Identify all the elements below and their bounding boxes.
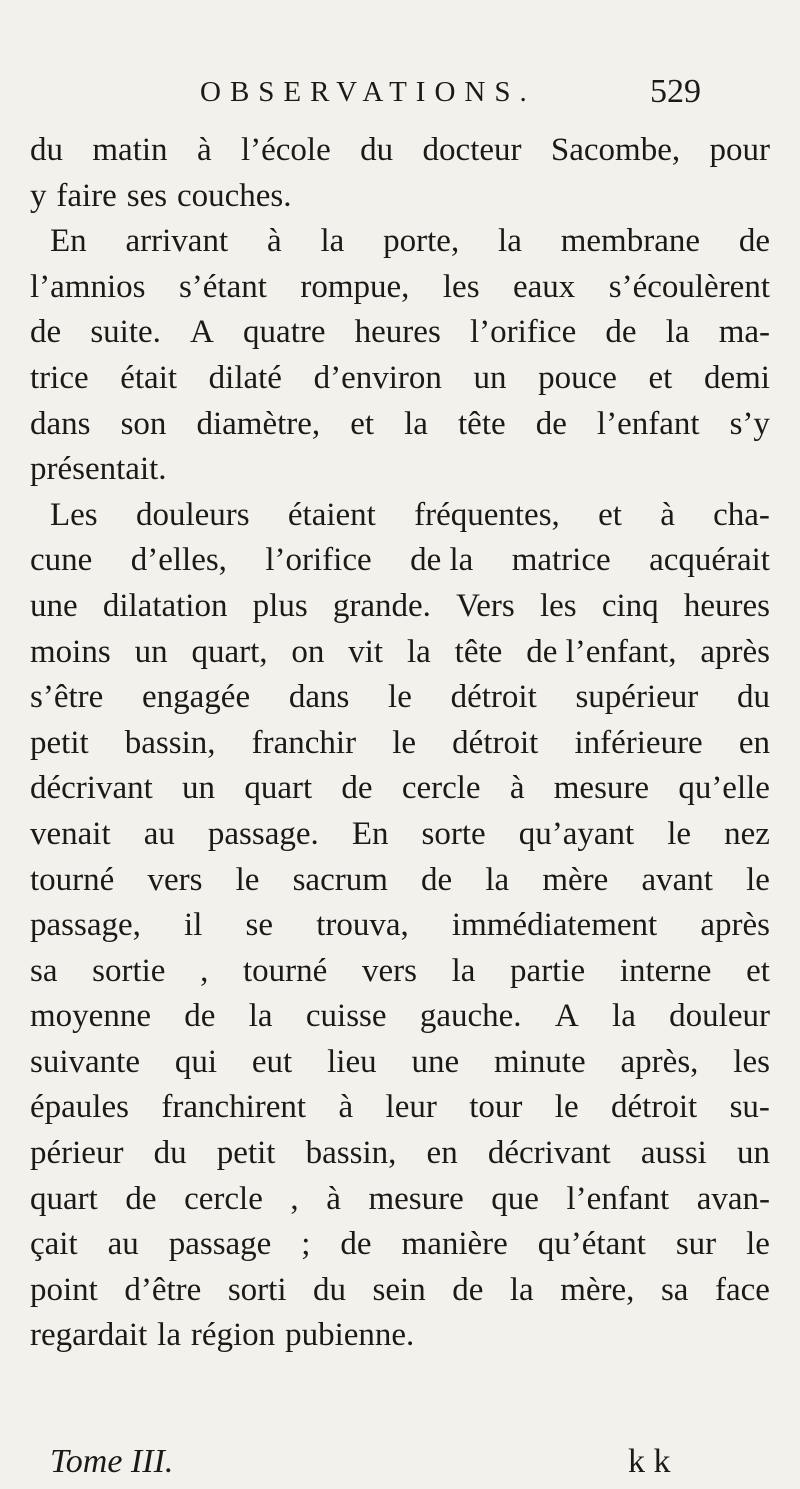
word: cune — [30, 542, 93, 579]
word: inférieure — [574, 724, 703, 761]
word: tour — [469, 1089, 523, 1126]
word: franchir — [251, 724, 357, 761]
word: aussi — [640, 1135, 707, 1172]
word: le — [746, 1226, 770, 1263]
word: docteur — [422, 132, 522, 168]
text-line — [30, 265, 770, 311]
word: étaient — [287, 496, 376, 533]
word: cha- — [713, 496, 770, 533]
word: était — [120, 359, 178, 396]
text-line — [30, 1222, 770, 1268]
word: on — [291, 633, 325, 670]
volume-label: Tome III. — [50, 1443, 174, 1480]
word: de — [125, 1180, 157, 1217]
word: de — [738, 223, 770, 260]
word: , — [200, 952, 209, 989]
word: mère — [542, 861, 609, 898]
word: les — [442, 268, 480, 305]
word: quart, — [191, 633, 268, 670]
word: En — [351, 815, 389, 852]
running-head — [0, 72, 800, 116]
word: mère, — [560, 1271, 635, 1308]
word: tourné — [243, 952, 328, 989]
word: d’elles, — [130, 542, 227, 579]
text-line — [30, 1268, 770, 1314]
word: s’être — [30, 679, 104, 716]
word: à — [196, 132, 212, 168]
word: en — [738, 724, 770, 761]
word: avant — [641, 861, 713, 898]
text-line — [30, 584, 770, 630]
text-line — [30, 1085, 770, 1131]
word: après, — [620, 1043, 699, 1080]
text-line — [30, 493, 770, 539]
word: Les — [50, 496, 98, 533]
word: mesure — [368, 1180, 464, 1217]
word: passage — [168, 1226, 272, 1263]
word: s’y — [729, 405, 770, 442]
text-line — [30, 1313, 770, 1359]
word: fréquentes, — [414, 496, 560, 533]
word: une — [30, 587, 78, 624]
word: dilatation — [102, 587, 228, 624]
word: heures — [354, 314, 441, 351]
word: après — [700, 633, 770, 670]
word: lieu — [327, 1043, 377, 1080]
word: ma- — [718, 314, 770, 351]
word: de — [340, 1226, 372, 1263]
word: l’école — [240, 132, 331, 168]
text-line — [30, 994, 770, 1040]
word: immédiatement — [451, 907, 658, 944]
word: la — [451, 952, 476, 989]
word: s’étant — [178, 268, 267, 305]
word: dans — [30, 405, 91, 442]
text-line — [30, 128, 770, 174]
word: décrivant — [487, 1135, 611, 1172]
word: avan- — [696, 1180, 770, 1217]
word: venait — [30, 815, 111, 852]
word: détroit — [452, 724, 539, 761]
word: du — [360, 132, 394, 168]
word: un — [182, 770, 216, 807]
word: supérieur — [575, 679, 699, 716]
word: engagée — [142, 679, 251, 716]
word: passage. — [207, 815, 319, 852]
word: la — [612, 998, 636, 1035]
word: sacrum — [292, 861, 388, 898]
word: , — [290, 1180, 299, 1217]
word: de la — [410, 542, 474, 579]
word: après — [700, 907, 770, 944]
word: trouva, — [316, 907, 409, 944]
word: détroit — [450, 679, 537, 716]
word: de l’enfant, — [526, 633, 677, 670]
word: périeur — [30, 1135, 124, 1172]
word: porte, — [383, 223, 460, 260]
word: la — [665, 314, 690, 351]
word: interne — [619, 952, 712, 989]
word: du — [313, 1271, 347, 1308]
word: de — [184, 998, 216, 1035]
word: tête — [458, 405, 506, 442]
word: petit — [30, 724, 89, 761]
word: couches. — [176, 177, 292, 214]
word: du — [736, 679, 770, 716]
word: il — [184, 907, 203, 944]
word: Sacombe, — [550, 132, 681, 168]
word: qui — [174, 1043, 218, 1080]
word: le — [554, 1089, 579, 1126]
word: quart — [244, 770, 313, 807]
word: l’enfant — [596, 405, 700, 442]
word: Vers — [456, 587, 515, 624]
word: de — [30, 314, 62, 351]
word: sorti — [227, 1271, 287, 1308]
word: un — [473, 359, 507, 396]
word: pubienne. — [285, 1317, 415, 1354]
word: dans — [288, 679, 350, 716]
word: tête — [454, 633, 503, 670]
word: mesure — [553, 770, 650, 807]
word: douleur — [669, 998, 770, 1035]
text-line — [30, 1177, 770, 1223]
word: le — [746, 861, 770, 898]
word: gauche. — [419, 998, 522, 1035]
word: la — [248, 998, 273, 1035]
word: matin — [92, 132, 168, 168]
word: matrice — [511, 542, 611, 579]
word: A — [190, 314, 214, 351]
word: cuisse — [305, 998, 387, 1035]
text-line — [30, 447, 770, 493]
word: son — [120, 405, 167, 442]
word: à — [509, 770, 525, 807]
word: sur — [675, 1226, 717, 1263]
word: et — [598, 496, 622, 533]
word: regardait — [30, 1317, 148, 1354]
text-line — [30, 219, 770, 265]
word: y — [30, 177, 47, 214]
signature-mark: k k — [628, 1443, 671, 1480]
word: su- — [729, 1089, 770, 1126]
word: sa — [660, 1271, 689, 1308]
word: vers — [361, 952, 417, 989]
word: l’enfant — [566, 1180, 670, 1217]
word: En — [50, 223, 87, 260]
word: ; — [301, 1226, 311, 1263]
text-line — [30, 675, 770, 721]
word: décrivant — [30, 770, 153, 807]
word: quatre — [243, 314, 326, 351]
word: sortie — [92, 952, 166, 989]
word: partie — [510, 952, 586, 989]
word: à — [338, 1089, 354, 1126]
word: A — [554, 998, 579, 1035]
word: l’amnios — [30, 268, 146, 305]
word: de — [421, 861, 453, 898]
word: et — [648, 359, 673, 396]
word: une — [411, 1043, 460, 1080]
word: la — [157, 1317, 181, 1354]
word: membrane — [560, 223, 700, 260]
word: de — [605, 314, 637, 351]
word: présentait. — [30, 451, 167, 488]
word: suite. — [90, 314, 161, 351]
word: tourné — [30, 861, 115, 898]
word: la — [485, 861, 510, 898]
word: demi — [703, 359, 770, 396]
word: le — [392, 724, 417, 761]
word: diamètre, — [196, 405, 321, 442]
word: à — [266, 223, 282, 260]
word: bassin, — [305, 1135, 397, 1172]
word: leur — [385, 1089, 437, 1126]
word: heures — [683, 587, 770, 624]
word: de — [452, 1271, 484, 1308]
word: acquérait — [649, 542, 770, 579]
word: franchirent — [161, 1089, 307, 1126]
word: trice — [30, 359, 89, 396]
word: quart — [30, 1180, 98, 1217]
word: manière — [401, 1226, 508, 1263]
text-line — [30, 812, 770, 858]
word: plus — [252, 587, 308, 624]
word: minute — [494, 1043, 586, 1080]
word: un — [737, 1135, 770, 1172]
word: au — [143, 815, 175, 852]
word: d’être — [124, 1271, 202, 1308]
word: faire — [56, 177, 117, 214]
word: ses — [126, 177, 168, 214]
word: grande. — [332, 587, 431, 624]
word: la — [509, 1271, 534, 1308]
word: qu’ayant — [518, 815, 635, 852]
body-text — [30, 128, 770, 1359]
page-number: 529 — [650, 73, 701, 110]
word: et — [350, 405, 375, 442]
word: pouce — [538, 359, 617, 396]
word: le — [388, 679, 412, 716]
text-line — [30, 858, 770, 904]
word: pour — [709, 132, 770, 168]
word: arrivant — [125, 223, 229, 260]
text-line — [30, 949, 770, 995]
word: le — [235, 861, 260, 898]
word: qu’étant — [537, 1226, 646, 1263]
word: çait — [30, 1226, 78, 1263]
word: la — [498, 223, 522, 260]
word: suivante — [30, 1043, 140, 1080]
text-line — [30, 310, 770, 356]
word: cercle — [401, 770, 481, 807]
text-line — [30, 630, 770, 676]
word: nez — [724, 815, 770, 852]
text-line — [30, 721, 770, 767]
word: se — [245, 907, 274, 944]
word: passage, — [30, 907, 141, 944]
text-line — [30, 174, 770, 220]
word: le — [667, 815, 692, 852]
word: douleurs — [135, 496, 250, 533]
word: à — [326, 1180, 341, 1217]
word: les — [733, 1043, 770, 1080]
word: la — [320, 223, 345, 260]
word: l’orifice — [265, 542, 372, 579]
word: les — [539, 587, 577, 624]
text-line — [30, 1040, 770, 1086]
word: eut — [251, 1043, 293, 1080]
word: à — [660, 496, 675, 533]
word: cercle — [184, 1180, 263, 1217]
word: dilaté — [208, 359, 282, 396]
word: région — [190, 1317, 276, 1354]
word: moins — [30, 633, 111, 670]
word: en — [426, 1135, 458, 1172]
word: la — [406, 633, 431, 670]
word: rompue, — [300, 268, 410, 305]
word: de — [535, 405, 567, 442]
word: et — [746, 952, 770, 989]
word: du — [30, 132, 63, 168]
text-line — [30, 903, 770, 949]
text-line — [30, 538, 770, 584]
word: au — [107, 1226, 139, 1263]
word: détroit — [611, 1089, 698, 1126]
word: s’écoulèrent — [608, 268, 770, 305]
word: que — [491, 1180, 539, 1217]
word: point — [30, 1271, 98, 1308]
text-line — [30, 766, 770, 812]
word: face — [714, 1271, 770, 1308]
word: un — [134, 633, 168, 670]
word: qu’elle — [678, 770, 770, 807]
word: sein — [372, 1271, 426, 1308]
word: petit — [216, 1135, 276, 1172]
word: vers — [147, 861, 203, 898]
word: bassin, — [124, 724, 216, 761]
word: moyenne — [30, 998, 151, 1035]
word: sorte — [421, 815, 486, 852]
text-line — [30, 1131, 770, 1177]
word: de — [341, 770, 373, 807]
word: sa — [30, 952, 58, 989]
word: du — [153, 1135, 187, 1172]
word: épaules — [30, 1089, 129, 1126]
word: l’orifice — [469, 314, 577, 351]
text-line — [30, 402, 770, 448]
word: d’environ — [313, 359, 442, 396]
word: la — [404, 405, 428, 442]
text-line — [30, 356, 770, 402]
running-title: OBSERVATIONS. — [200, 76, 536, 108]
word: eaux — [513, 268, 576, 305]
word: cinq — [601, 587, 659, 624]
word: vit — [348, 633, 384, 670]
footer-line — [50, 1440, 700, 1484]
